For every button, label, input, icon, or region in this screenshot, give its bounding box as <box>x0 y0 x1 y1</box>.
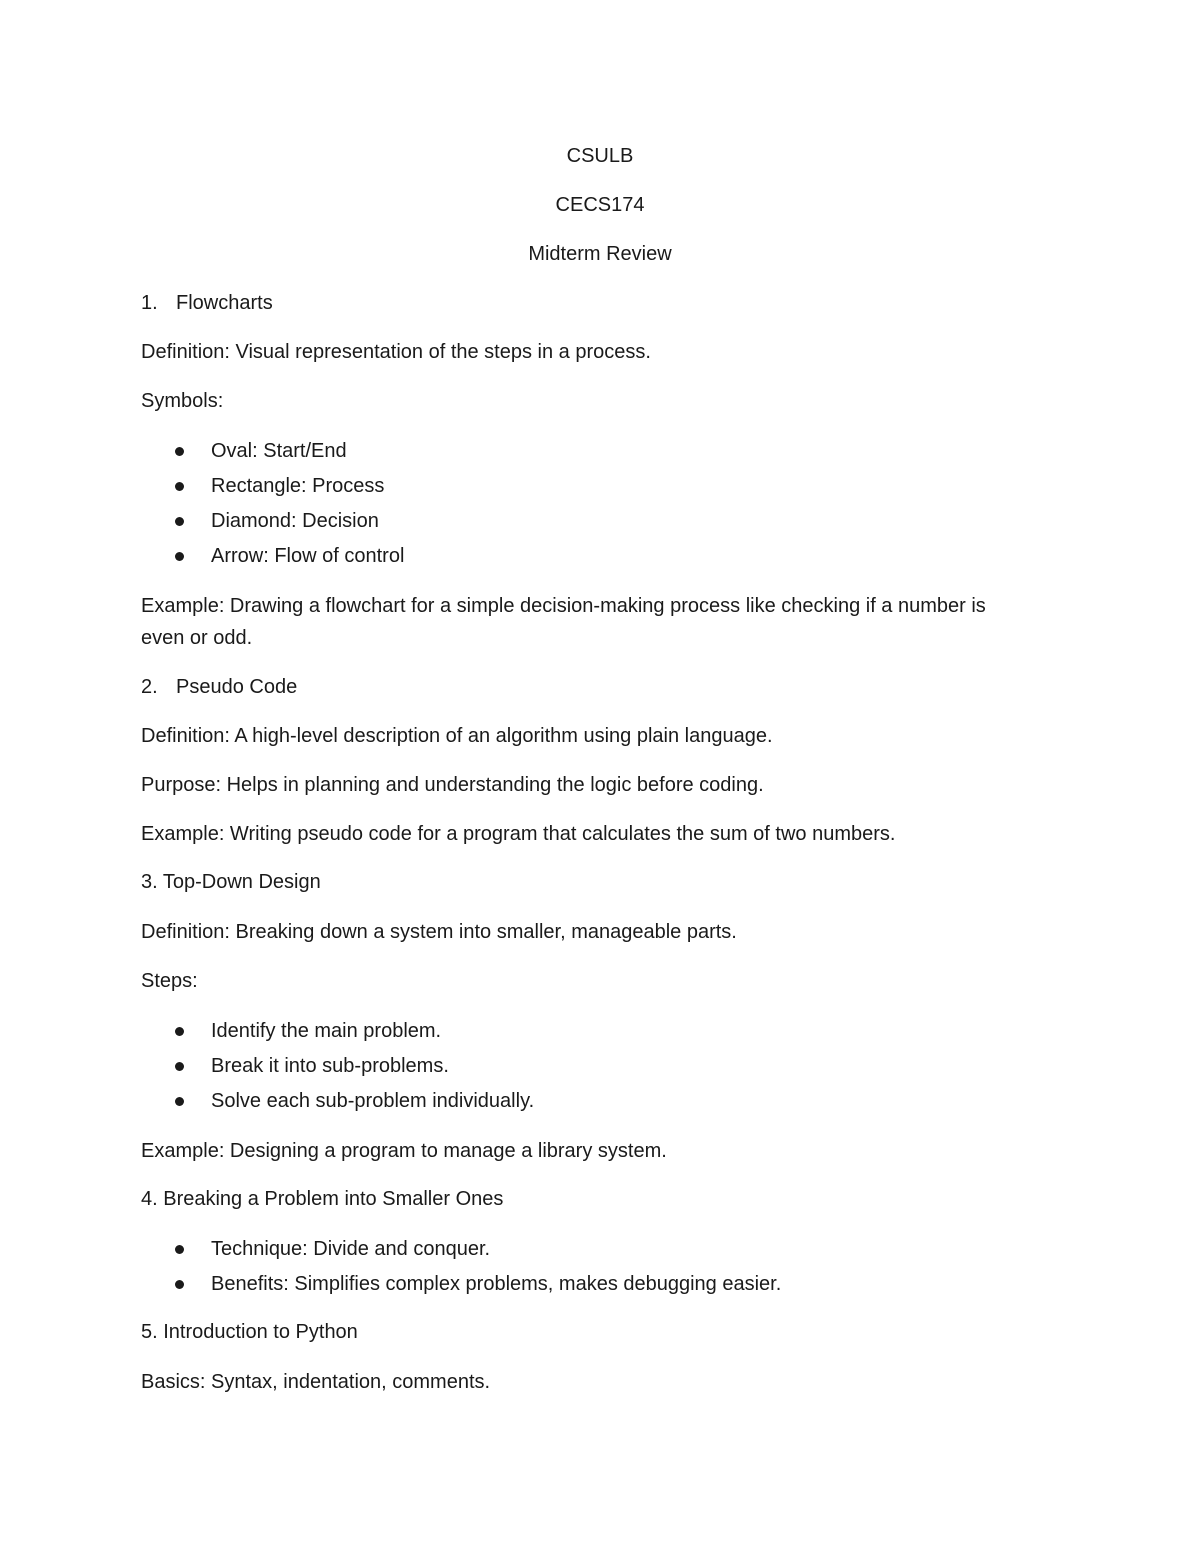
list-item-text: Benefits: Simplifies complex problems, makes debugging easier. <box>211 1273 782 1295</box>
section-5-heading: 5. Introduction to Python <box>141 1321 358 1343</box>
section-2-number: 2. <box>141 676 158 698</box>
section-4-heading: 4. Breaking a Problem into Smaller Ones <box>141 1188 504 1210</box>
bullet-icon <box>175 447 184 456</box>
section-2-title: Pseudo Code <box>176 676 298 698</box>
list-item-text: Break it into sub-problems. <box>211 1055 449 1077</box>
section-2-purpose: Purpose: Helps in planning and understanding the logic before coding. <box>141 774 764 796</box>
section-5-basics: Basics: Syntax, indentation, comments. <box>141 1371 491 1393</box>
bullet-icon <box>175 517 184 526</box>
list-item-text: Arrow: Flow of control <box>211 545 405 567</box>
bullet-icon <box>175 482 184 491</box>
section-3-heading: 3. Top-Down Design <box>141 871 321 893</box>
school-name: CSULB <box>566 145 634 167</box>
list-item-text: Oval: Start/End <box>211 440 347 462</box>
bullet-icon <box>175 1245 184 1254</box>
bullet-icon <box>175 1027 184 1036</box>
list-item-text: Identify the main problem. <box>211 1020 442 1042</box>
bullet-icon <box>175 552 184 561</box>
list-item-text: Rectangle: Process <box>211 475 385 497</box>
list-item-text: Technique: Divide and conquer. <box>211 1238 491 1260</box>
section-1-title: Flowcharts <box>176 292 273 314</box>
list-item-text: Diamond: Decision <box>211 510 379 532</box>
section-2-definition: Definition: A high-level description of an algorithm using plain language. <box>141 725 773 747</box>
list-item-text: Solve each sub-problem individually. <box>211 1090 535 1112</box>
section-1-heading <box>141 291 273 315</box>
section-1-number: 1. <box>141 292 158 314</box>
section-3-steps-label: Steps: <box>141 970 198 992</box>
bullet-icon <box>175 1280 184 1289</box>
section-1-symbols-label: Symbols: <box>141 390 224 412</box>
section-2-example: Example: Writing pseudo code for a program that calculates the sum of two numbers. <box>141 823 896 845</box>
section-3-example: Example: Designing a program to manage a library system. <box>141 1140 667 1162</box>
section-1-definition: Definition: Visual representation of the steps in a process. <box>141 341 651 363</box>
page-title: Midterm Review <box>528 243 672 265</box>
bullet-icon <box>175 1062 184 1071</box>
section-1-example: Example: Drawing a flowchart for a simple decision-making process like checking if a number is even or odd. <box>141 595 986 649</box>
section-3-definition: Definition: Breaking down a system into smaller, manageable parts. <box>141 921 737 943</box>
course-code: CECS174 <box>555 194 645 216</box>
section-2-heading <box>141 675 297 699</box>
bullet-icon <box>175 1097 184 1106</box>
